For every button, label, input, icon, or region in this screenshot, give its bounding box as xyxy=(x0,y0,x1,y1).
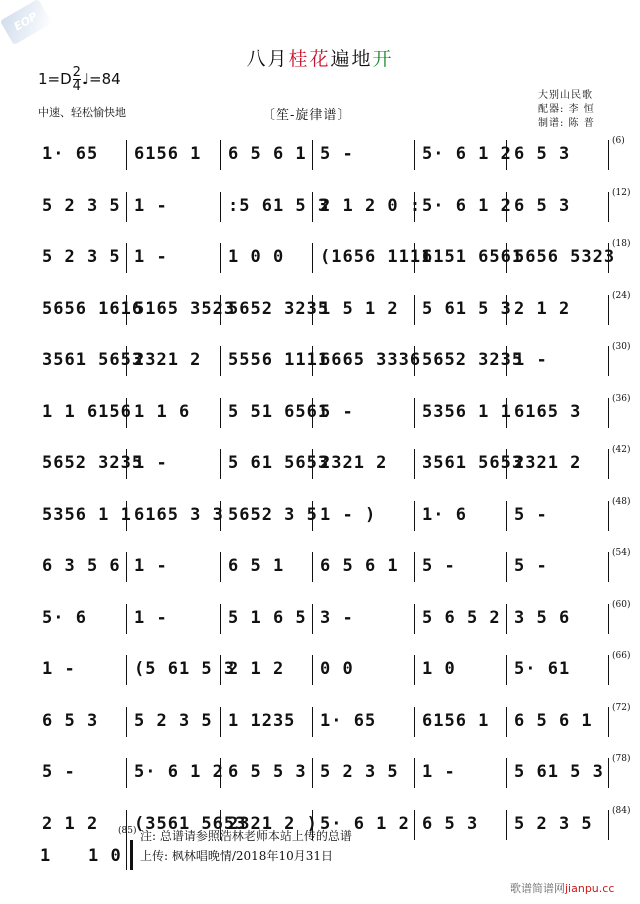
measure: 2321 2 xyxy=(514,453,582,473)
measure-number: (30) xyxy=(612,342,631,352)
credit-origin: 大别山民歌 xyxy=(538,90,593,101)
barline xyxy=(220,449,221,479)
measure: 5356 1 1 xyxy=(422,401,512,422)
barline xyxy=(126,655,127,685)
barline xyxy=(312,449,313,479)
measure: 5· 61 xyxy=(514,659,571,679)
barline xyxy=(608,192,609,222)
barline xyxy=(414,449,415,479)
measure: 6165 3 xyxy=(514,401,582,422)
barline xyxy=(126,192,127,222)
measure-number: (84) xyxy=(612,805,631,816)
barline xyxy=(220,140,221,170)
measure: 2 1 2 xyxy=(514,298,571,319)
score-row xyxy=(38,187,631,228)
measure: 1· 65 xyxy=(320,710,377,731)
measure: 6 5 1 xyxy=(228,556,285,576)
measure: 5 - xyxy=(320,144,354,164)
score-row xyxy=(38,342,631,382)
measure: 1 - xyxy=(134,453,168,473)
score-row xyxy=(38,239,631,279)
measure: 6 5 5 3 xyxy=(228,762,307,782)
measure: 6 5 6 1 xyxy=(320,556,399,576)
barline xyxy=(312,140,313,170)
barline xyxy=(506,295,507,325)
barline xyxy=(126,346,127,376)
score-row xyxy=(38,136,625,176)
barline xyxy=(220,243,221,273)
measure: 5652 3235 xyxy=(422,350,524,370)
measure: 5 2 3 5 xyxy=(320,762,399,782)
barline xyxy=(126,604,127,634)
barline xyxy=(312,243,313,273)
measure: 2 1 2 0 : xyxy=(320,195,422,216)
measure: 1 - xyxy=(134,247,168,267)
measure: 1 - xyxy=(134,607,168,628)
barline xyxy=(608,604,609,634)
barline xyxy=(220,398,221,428)
measure: 5 - xyxy=(42,762,76,782)
measure: 5652 3235 xyxy=(228,298,330,319)
measure-number: (48) xyxy=(612,496,631,507)
measure-number: (12) xyxy=(612,187,631,198)
barline xyxy=(414,707,415,737)
barline xyxy=(126,758,127,788)
barline xyxy=(608,552,609,582)
barline xyxy=(506,501,507,531)
measure: 5656 1616 xyxy=(42,298,144,319)
barline xyxy=(506,707,507,737)
measure: 5356 1 1 xyxy=(42,504,132,525)
measure: 5· 6 1 2 xyxy=(134,762,224,782)
measure: 6 5 3 xyxy=(422,813,479,834)
barline xyxy=(126,449,127,479)
measure: 0 0 xyxy=(320,659,354,679)
barline xyxy=(220,707,221,737)
title-part2: 桂花 xyxy=(288,48,331,70)
barline xyxy=(608,449,609,479)
measure: 1 5 1 2 xyxy=(320,298,399,319)
barline xyxy=(312,552,313,582)
measure: 1 1 6 xyxy=(134,401,191,422)
final-measure-2: 1 0 xyxy=(88,846,122,866)
measure-number: (42) xyxy=(612,445,631,455)
measure: 5652 3235 xyxy=(42,453,144,473)
measure: 5 2 3 5 xyxy=(42,247,121,267)
barline xyxy=(608,346,609,376)
final-measure-1: 1 xyxy=(40,846,52,866)
measure: 1 - xyxy=(134,195,168,216)
score-row xyxy=(38,290,631,331)
barline xyxy=(126,243,127,273)
measure: 6 3 5 6 xyxy=(42,556,121,576)
barline xyxy=(312,655,313,685)
barline xyxy=(414,398,415,428)
notes-block xyxy=(140,826,352,866)
measure: 5 - xyxy=(514,504,548,525)
barline xyxy=(312,501,313,531)
barline xyxy=(414,604,415,634)
measure: 3 5 6 xyxy=(514,607,571,628)
measure: 5 51 6561 xyxy=(228,401,330,422)
measure: 5 61 5 3 xyxy=(422,298,512,319)
barline xyxy=(506,140,507,170)
measure: 1 - xyxy=(42,659,76,679)
measure: 2321 2 ) xyxy=(228,813,318,834)
measure: 6156 1 xyxy=(422,710,490,731)
barline xyxy=(312,758,313,788)
measure: 1 0 xyxy=(422,659,456,679)
measure-number: (24) xyxy=(612,290,631,301)
barline xyxy=(506,192,507,222)
site-watermark xyxy=(510,880,614,896)
measure: (1656 1111 xyxy=(320,247,433,267)
measure: 6151 6561 xyxy=(422,247,524,267)
barline xyxy=(608,140,609,170)
measure: (5 61 5 3 xyxy=(134,659,236,679)
watermark-logo: EOP xyxy=(0,0,52,45)
barline xyxy=(608,295,609,325)
measure: 5 2 3 5 xyxy=(42,195,121,216)
barline xyxy=(220,552,221,582)
measure-number: (66) xyxy=(612,651,631,661)
measure: 6 5 3 xyxy=(514,195,571,216)
credit-transcriber: 制谱: 陈 普 xyxy=(538,118,595,129)
measure: 6165 3 3 xyxy=(134,504,224,525)
site-domain: jianpu.cc xyxy=(565,882,615,895)
barline xyxy=(312,192,313,222)
final-barline-thick xyxy=(130,840,133,870)
note-line-2: 上传: 枫林唱晚情/2018年10月31日 xyxy=(140,849,333,863)
measure: 6 5 3 xyxy=(514,144,571,164)
barline xyxy=(608,707,609,737)
measure: 5 2 3 5 xyxy=(134,710,213,731)
barline xyxy=(506,810,507,840)
barline xyxy=(126,707,127,737)
measure: (3561 5653 xyxy=(134,813,247,834)
barline xyxy=(312,295,313,325)
time-signature xyxy=(73,66,81,93)
credit-arranger: 配器: 李 恒 xyxy=(538,104,595,115)
final-measure-number: (85) xyxy=(118,826,137,836)
measure: 3 - xyxy=(320,607,354,628)
barline xyxy=(220,192,221,222)
measure: 2321 2 xyxy=(320,453,388,473)
barline xyxy=(126,295,127,325)
barline xyxy=(312,346,313,376)
barline xyxy=(220,346,221,376)
measure: 1 - xyxy=(422,762,456,782)
barline xyxy=(126,140,127,170)
barline xyxy=(506,604,507,634)
measure: 5 61 5653 xyxy=(228,453,330,473)
barline xyxy=(608,501,609,531)
barline xyxy=(414,346,415,376)
measure: 5 61 5 3 xyxy=(514,762,604,782)
final-row xyxy=(38,826,148,868)
measure-number: (6) xyxy=(612,136,625,146)
subtitle: 〔笙-旋律谱〕 xyxy=(262,108,352,123)
measure: 5· 6 1 2 xyxy=(422,144,512,164)
measure: 1 - ) xyxy=(320,504,377,525)
measure-number: (72) xyxy=(612,702,631,713)
barline xyxy=(414,552,415,582)
barline xyxy=(126,501,127,531)
measure: 1 0 0 xyxy=(228,247,285,267)
measure: 5556 1111 xyxy=(228,350,330,370)
measure: 5 2 3 5 xyxy=(514,813,593,834)
score-row xyxy=(38,496,631,537)
measure: 6 5 3 xyxy=(42,710,99,731)
barline xyxy=(220,655,221,685)
barline xyxy=(414,810,415,840)
barline xyxy=(506,449,507,479)
time-top: 2 xyxy=(72,65,81,80)
key-signature xyxy=(38,66,121,93)
measure-number: (78) xyxy=(612,754,631,764)
score-row xyxy=(38,548,631,588)
final-barline xyxy=(126,840,127,870)
measure: 2 1 2 xyxy=(228,659,285,679)
score-row xyxy=(38,599,631,640)
score-row xyxy=(38,393,631,434)
measure: 5 6 5 2 xyxy=(422,607,501,628)
barline xyxy=(506,655,507,685)
score-row xyxy=(38,651,631,691)
barline xyxy=(220,295,221,325)
measure: 6665 3336 xyxy=(320,350,422,370)
note-line-1: 注: 总谱请参照浩林老师本站上传的总谱 xyxy=(140,829,352,843)
barline xyxy=(506,398,507,428)
barline xyxy=(414,140,415,170)
barline xyxy=(414,295,415,325)
barline xyxy=(506,758,507,788)
measure: 3561 5653 xyxy=(422,453,524,473)
title-part3: 遍地 xyxy=(330,48,373,70)
barline xyxy=(220,501,221,531)
measure: 5652 3 5 xyxy=(228,504,318,525)
measure-number: (18) xyxy=(612,239,631,249)
tempo-mark: ♩=84 xyxy=(81,70,121,88)
barline xyxy=(220,604,221,634)
barline xyxy=(608,810,609,840)
barline xyxy=(414,243,415,273)
measure: 1· 6 xyxy=(422,504,467,525)
barline xyxy=(414,655,415,685)
key-prefix: 1=D xyxy=(38,70,72,88)
barline xyxy=(608,398,609,428)
score-row xyxy=(38,754,631,794)
measure: 5· 6 1 2 xyxy=(320,813,410,834)
measure: 1 1 6156 xyxy=(42,401,132,422)
measure: 5 - xyxy=(422,556,456,576)
measure: 5656 5323 xyxy=(514,247,616,267)
barline xyxy=(312,707,313,737)
title-part1: 八月 xyxy=(246,48,289,70)
barline xyxy=(312,604,313,634)
measure-number: (54) xyxy=(612,548,631,558)
measure-number: (60) xyxy=(612,599,631,610)
measure: 6 5 6 1 xyxy=(514,710,593,731)
measure: 5 - xyxy=(514,556,548,576)
barline xyxy=(126,398,127,428)
measure: 1 1235 xyxy=(228,710,296,731)
measure: 2 1 2 xyxy=(42,813,99,834)
tempo-description: 中速、轻松愉快地 xyxy=(38,106,126,119)
barline xyxy=(414,192,415,222)
barline xyxy=(414,501,415,531)
measure: 3561 5653 xyxy=(42,350,144,370)
barline xyxy=(312,398,313,428)
barline xyxy=(506,346,507,376)
measure-number: (36) xyxy=(612,393,631,404)
measure: 6 5 6 1 xyxy=(228,144,307,164)
barline xyxy=(608,243,609,273)
measure: 1 - xyxy=(514,350,548,370)
barline xyxy=(506,243,507,273)
measure: :5 61 5 3 xyxy=(228,195,330,216)
measure: 5· 6 xyxy=(42,607,87,628)
barline xyxy=(220,758,221,788)
barline xyxy=(608,655,609,685)
measure: 5 - xyxy=(320,401,354,422)
barline xyxy=(414,758,415,788)
measure: 1· 65 xyxy=(42,144,99,164)
site-name: 歌谱简谱网 xyxy=(510,882,565,895)
measure: 2321 2 xyxy=(134,350,202,370)
time-bottom: 4 xyxy=(72,79,81,94)
barline xyxy=(126,552,127,582)
measure: 1 - xyxy=(134,556,168,576)
score-row xyxy=(38,445,631,485)
barline xyxy=(506,552,507,582)
measure: 5165 3523 xyxy=(134,298,236,319)
barline xyxy=(608,758,609,788)
measure: 6156 1 xyxy=(134,144,202,164)
measure: 5 1 6 5 xyxy=(228,607,307,628)
measure: 5· 6 1 2 xyxy=(422,195,512,216)
score-row xyxy=(38,702,631,743)
title-part4: 开 xyxy=(372,48,394,70)
